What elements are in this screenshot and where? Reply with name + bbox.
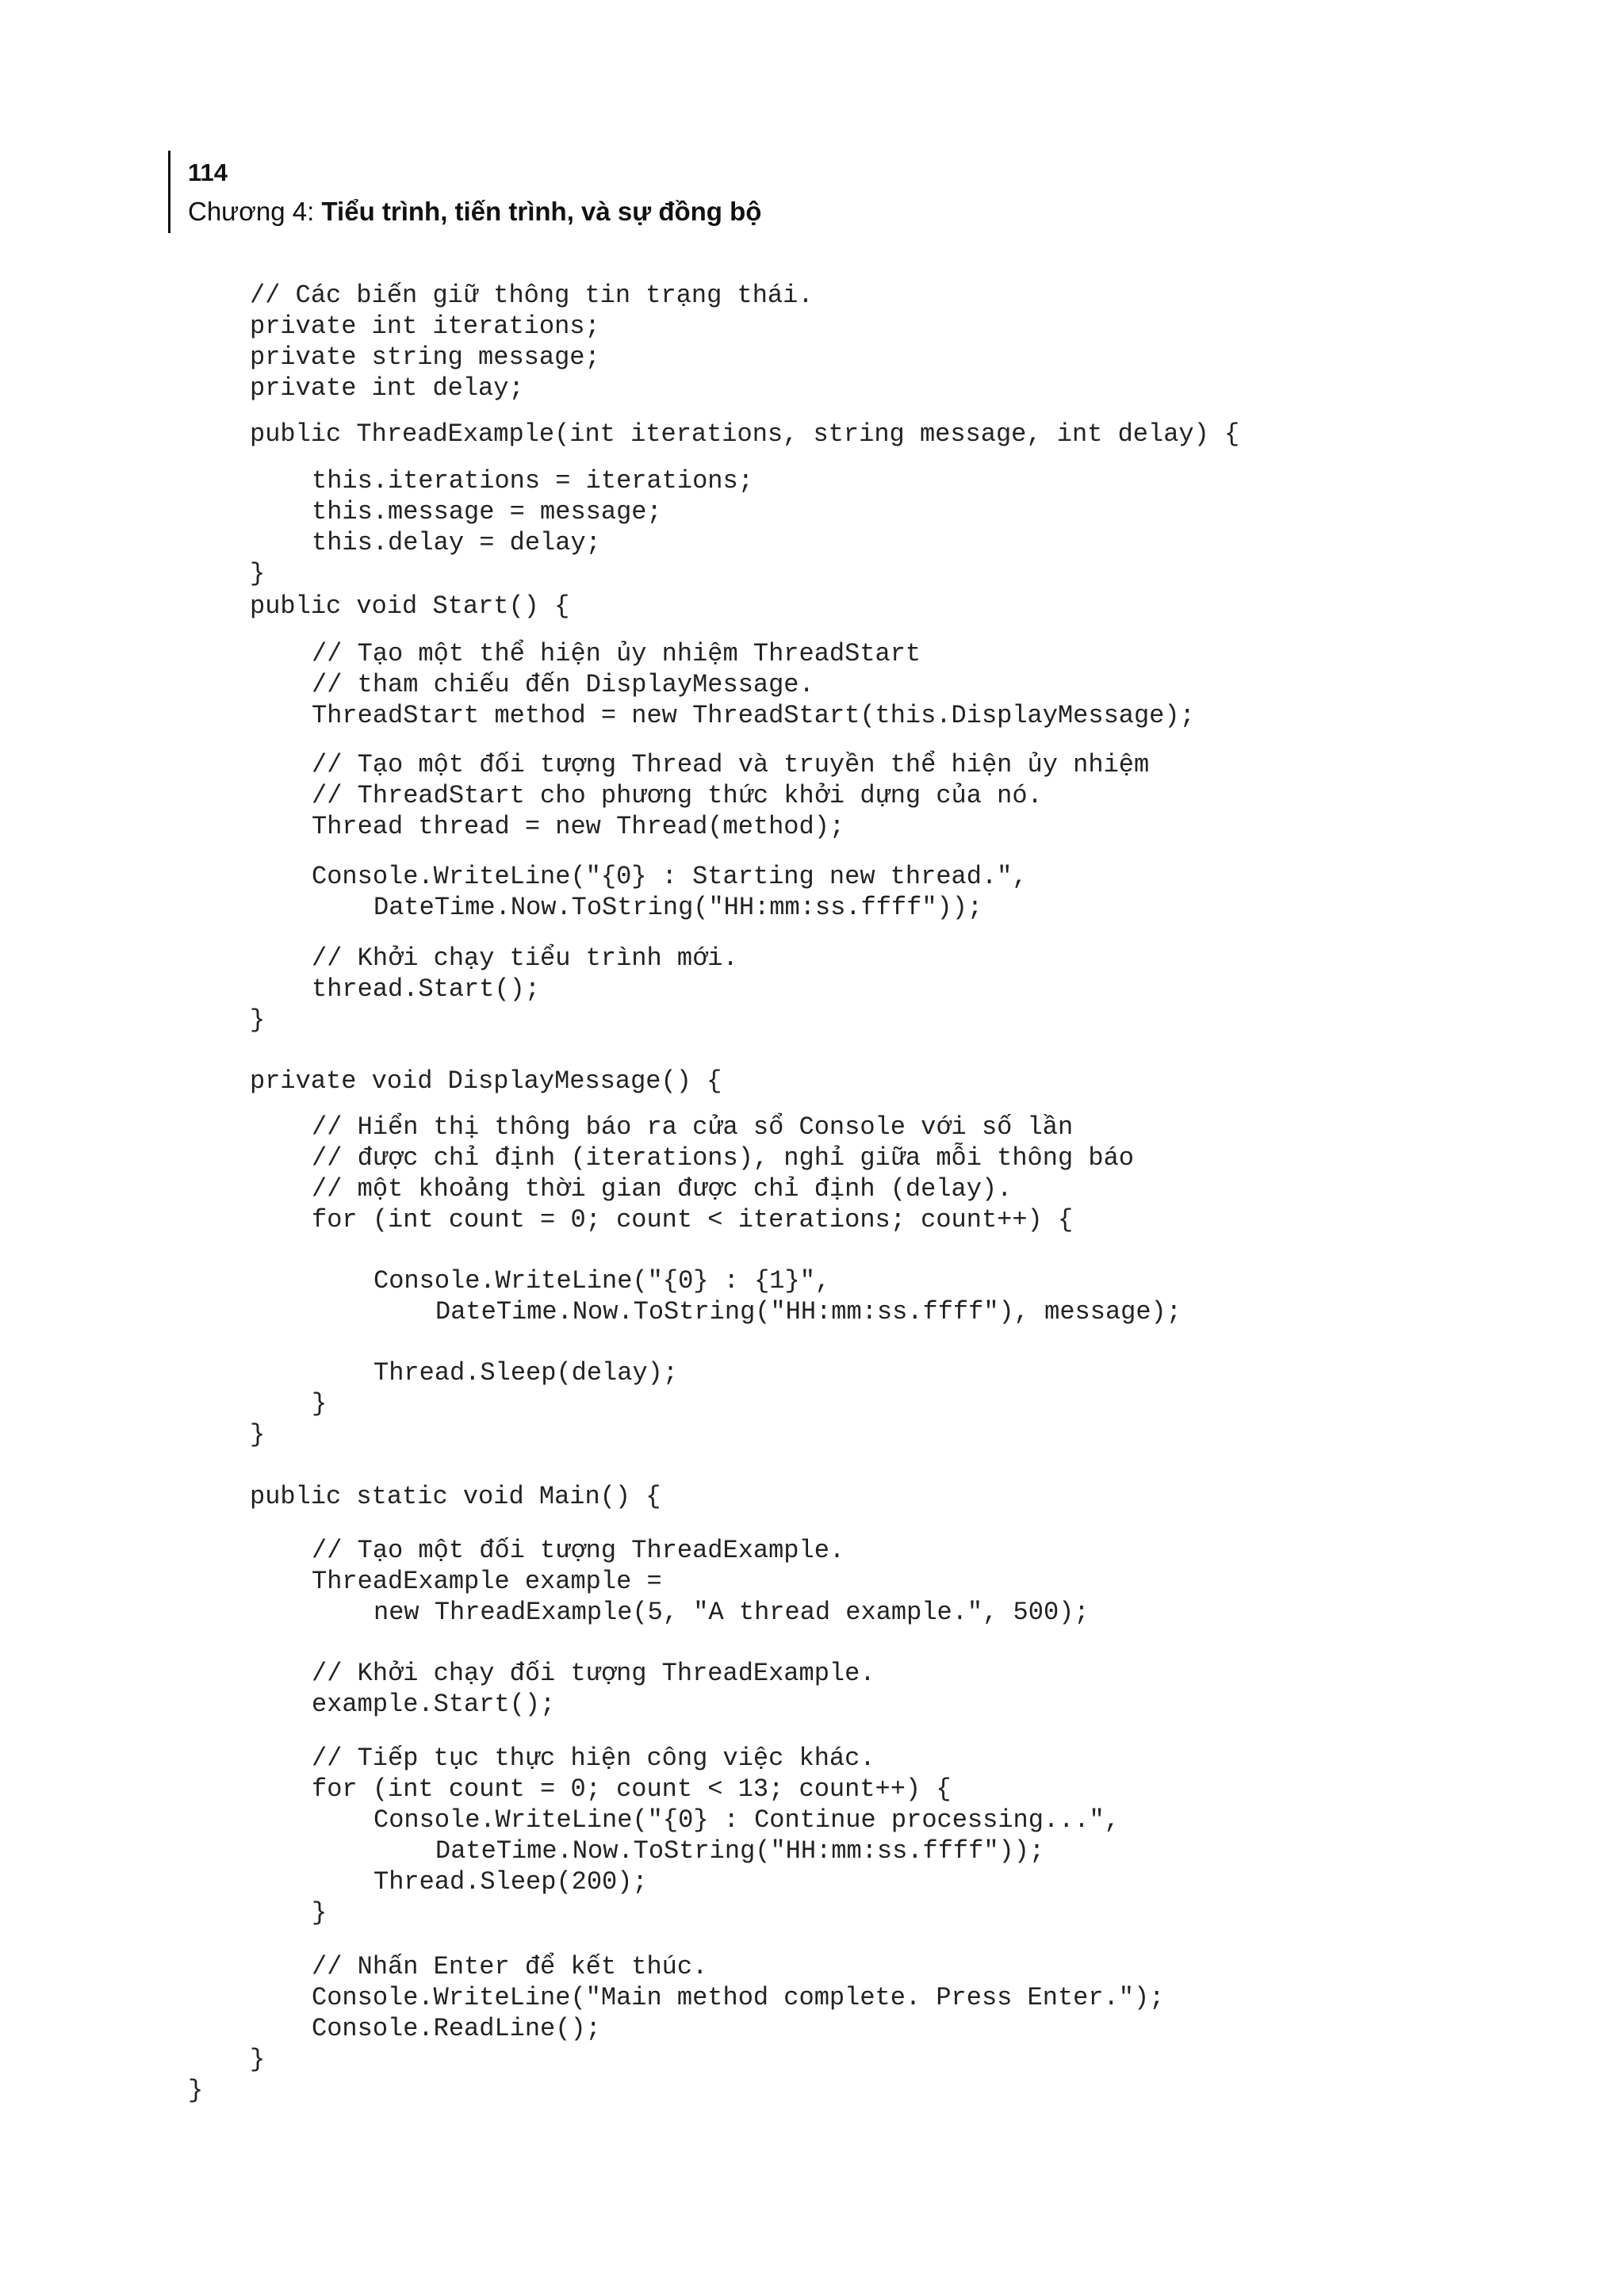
code-line: Console.WriteLine("Main method complete. Press Enter.");	[312, 1983, 1165, 2012]
code-line: // được chỉ định (iterations), nghỉ giữa mỗi thông báo	[312, 1143, 1134, 1173]
code-line: Console.WriteLine("{0} : Continue processing...",	[373, 1805, 1120, 1835]
code-line: for (int count = 0; count < 13; count++) {	[312, 1774, 952, 1804]
code-line: }	[250, 1420, 266, 1449]
code-line: DateTime.Now.ToString("HH:mm:ss.ffff"));	[435, 1836, 1045, 1866]
chapter-heading	[188, 195, 761, 228]
code-line: Console.ReadLine();	[312, 2014, 601, 2043]
code-line: public void Start() {	[250, 591, 570, 621]
code-line: thread.Start();	[312, 974, 541, 1004]
code-line: ThreadStart method = new ThreadStart(this.DisplayMessage);	[312, 701, 1195, 730]
code-line: Thread thread = new Thread(method);	[312, 812, 845, 841]
code-line: public static void Main() {	[250, 1482, 661, 1511]
code-line: new ThreadExample(5, "A thread example.", 500);	[373, 1598, 1090, 1627]
code-line: private int iterations;	[250, 312, 600, 341]
code-line: }	[188, 2076, 204, 2105]
code-line: example.Start();	[312, 1690, 556, 1719]
code-line: // Tiếp tục thực hiện công việc khác.	[312, 1744, 875, 1773]
code-line: DateTime.Now.ToString("HH:mm:ss.ffff"), message);	[435, 1297, 1182, 1326]
code-line: ThreadExample example =	[312, 1567, 662, 1596]
chapter-title: Tiểu trình, tiến trình, và sự đồng bộ	[321, 197, 762, 226]
code-line: // Tạo một đối tượng ThreadExample.	[312, 1536, 845, 1565]
code-line: Thread.Sleep(delay);	[373, 1358, 679, 1388]
code-line: this.iterations = iterations;	[312, 466, 753, 496]
code-line: this.message = message;	[312, 497, 662, 526]
code-line: Console.WriteLine("{0} : Starting new thread.",	[312, 862, 1028, 891]
header-rule	[168, 151, 170, 233]
code-line: this.delay = delay;	[312, 528, 601, 557]
code-line: // Các biến giữ thông tin trạng thái.	[250, 281, 814, 310]
code-line: // Khởi chạy đối tượng ThreadExample.	[312, 1659, 875, 1688]
code-line: }	[250, 1005, 266, 1035]
code-line: // Tạo một thể hiện ủy nhiệm ThreadStart	[312, 639, 921, 668]
code-line: private int delay;	[250, 373, 524, 403]
code-line: // ThreadStart cho phương thức khởi dựng của nó.	[312, 781, 1043, 810]
code-line: }	[250, 2045, 266, 2074]
code-line: Thread.Sleep(200);	[373, 1867, 648, 1897]
code-line: }	[250, 559, 266, 588]
code-line: // Tạo một đối tượng Thread và truyền thể hiện ủy nhiệm	[312, 750, 1150, 779]
chapter-prefix: Chương 4:	[188, 197, 322, 226]
code-line: Console.WriteLine("{0} : {1}",	[373, 1266, 831, 1296]
code-line: }	[312, 1389, 327, 1418]
code-line: // Nhấn Enter để kết thúc.	[312, 1952, 708, 1981]
code-line: private string message;	[250, 343, 600, 372]
code-line: // Hiển thị thông báo ra cửa sổ Console với số lần	[312, 1112, 1074, 1142]
code-line: // tham chiếu đến DisplayMessage.	[312, 670, 814, 699]
code-line: DateTime.Now.ToString("HH:mm:ss.ffff"));	[373, 893, 983, 922]
code-line: // Khởi chạy tiểu trình mới.	[312, 944, 738, 973]
code-line: private void DisplayMessage() {	[250, 1066, 722, 1096]
code-line: // một khoảng thời gian được chỉ định (delay).	[312, 1174, 1013, 1204]
code-line: for (int count = 0; count < iterations; count++) {	[312, 1205, 1074, 1235]
code-line: }	[312, 1898, 327, 1927]
code-line: public ThreadExample(int iterations, string message, int delay) {	[250, 419, 1240, 449]
page-number: 114	[188, 159, 228, 186]
